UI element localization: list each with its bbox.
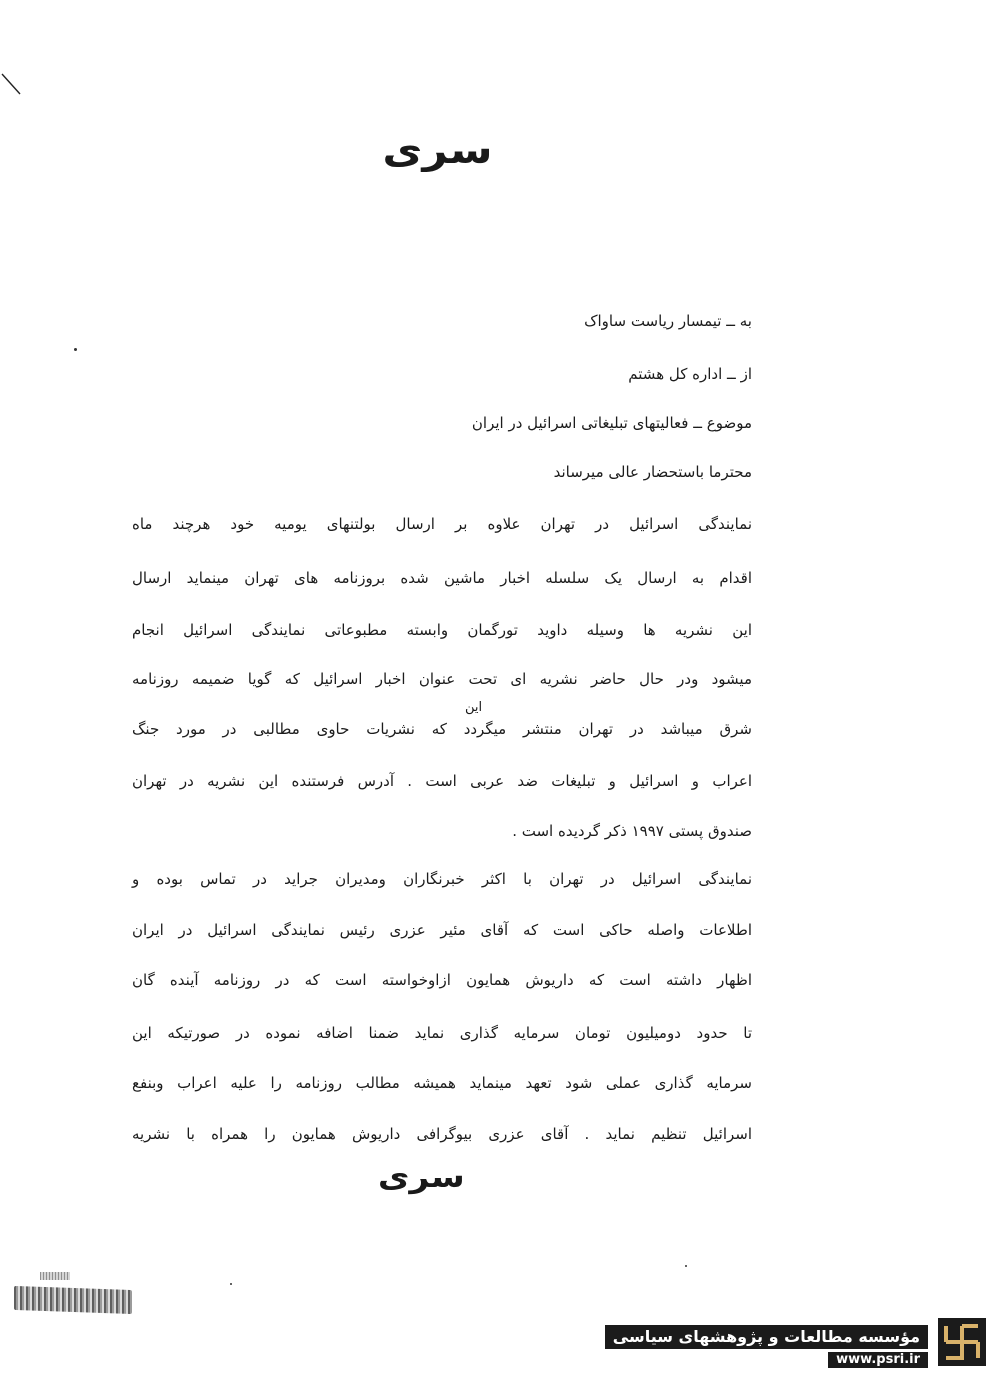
scan-speck bbox=[685, 1265, 687, 1267]
scan-corner-mark bbox=[0, 70, 24, 98]
body-line: اسرائیل تنظیم نماید . آقای عزری بیوگرافی داریوش همایون را همراه با نشریه bbox=[132, 1125, 752, 1143]
sender-line: از ــ اداره کل هشتم bbox=[628, 365, 752, 383]
body-line: نمایندگی اسرائیل در تهران علاوه بر ارسال بولتنهای یومیه خود هرچند ماه bbox=[132, 515, 752, 533]
watermark-url: www.psri.ir bbox=[828, 1352, 928, 1368]
body-line: اقدام به ارسال یک سلسله اخبار ماشین شده بروزنامه های تهران مینماید ارسال bbox=[132, 569, 752, 587]
institute-logo-icon bbox=[938, 1318, 986, 1366]
watermark-institute-name: مؤسسه مطالعات و پژوهشهای سیاسی bbox=[605, 1325, 928, 1349]
scan-speck bbox=[74, 348, 77, 351]
body-line: این نشریه ها وسیله داوید تورگمان وابسته مطبوعاتی نمایندگی اسرائیل انجام bbox=[132, 621, 752, 639]
classification-stamp-bottom: سری bbox=[377, 1160, 465, 1195]
body-line: سرمایه گذاری عملی شود تعهد مینماید همیشه مطالب روزنامه را علیه اعراب وبنفع bbox=[132, 1074, 752, 1092]
subject-line: موضوع ــ فعالیتهای تبلیغاتی اسرائیل در ایران bbox=[471, 414, 752, 432]
scan-speck bbox=[230, 1283, 232, 1285]
body-line-short: صندوق پستی ۱۹۹۷ ذکر گردیده است . bbox=[512, 822, 752, 840]
scan-smudge bbox=[40, 1272, 70, 1280]
classification-stamp-top: سری bbox=[382, 128, 493, 172]
recipient-line: به ــ تیمسار ریاست ساواک bbox=[584, 312, 752, 330]
body-line: نمایندگی اسرائیل در تهران با اکثر خبرنگاران ومدیران جراید در تماس بوده و bbox=[132, 870, 752, 888]
body-line: میشود ودر حال حاضر نشریه ای تحت عنوان اخبار اسرائیل که گویا ضمیمه روزنامه bbox=[132, 670, 752, 688]
body-line: تا حدود دومیلیون تومان سرمایه گذاری نماید ضمنا اضافه نموده در صورتیکه این bbox=[132, 1024, 752, 1042]
greeting-line: محترما باستحضار عالی میرساند bbox=[553, 463, 752, 481]
body-line: اظهار داشته است که داریوش همایون ازاوخواسته است که در روزنامه آینده گان bbox=[132, 971, 752, 989]
body-line: شرق میباشد در تهران منتشر میگردد که نشریات حاوی مطالبی در مورد جنگ bbox=[132, 720, 752, 738]
scan-smudge bbox=[14, 1286, 132, 1314]
handwritten-insertion: این bbox=[465, 700, 483, 715]
body-line: اطلاعات واصله حاکی است که آقای مئیر عزری رئیس نمایندگی اسرائیل در ایران bbox=[132, 921, 752, 939]
body-line: اعراب و اسرائیل و تبلیغات ضد عربی است . آدرس فرستنده این نشریه در تهران bbox=[132, 772, 752, 790]
